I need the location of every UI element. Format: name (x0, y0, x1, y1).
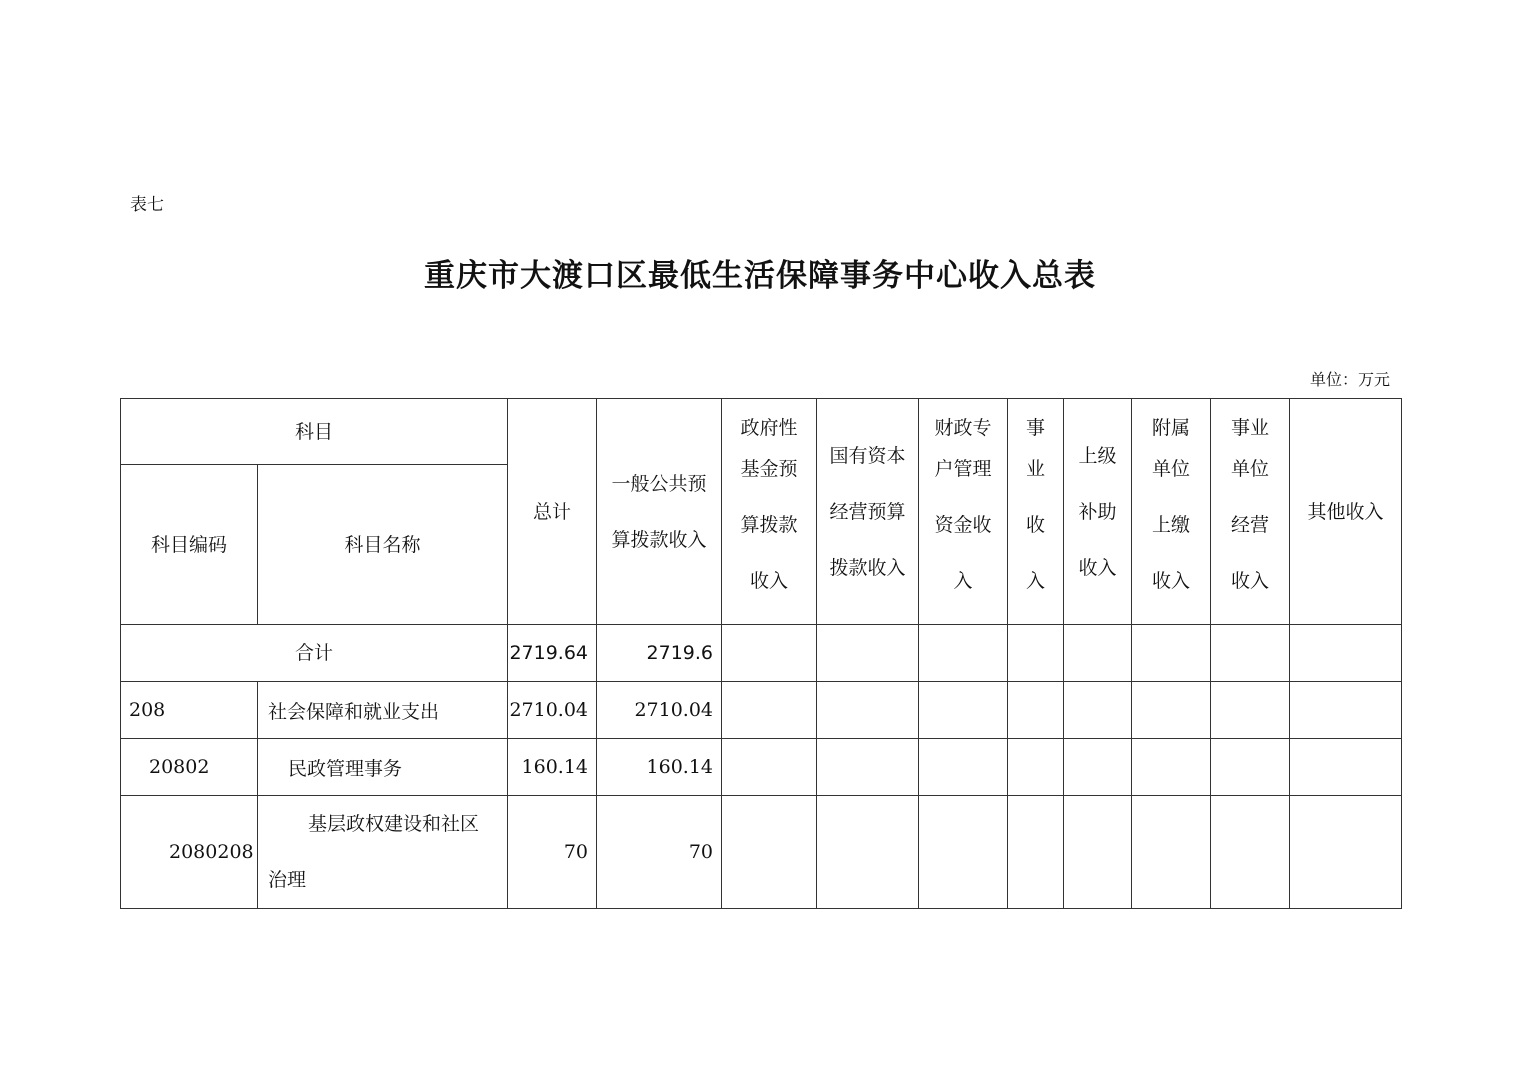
empty-cell (919, 739, 1008, 796)
subject-code: 2080208 (121, 796, 258, 909)
header-line: 资金收 (934, 514, 992, 536)
empty-cell (817, 625, 919, 682)
empty-cell (1064, 625, 1132, 682)
header-line: 收 (1026, 514, 1046, 536)
header-fiscal-special (919, 399, 1008, 625)
header-line: 附属 (1152, 417, 1191, 439)
header-line: 单位 (1152, 458, 1191, 480)
header-line: 国有资本 (829, 444, 906, 467)
total-amount: 70 (508, 796, 597, 909)
header-line: 收入 (1152, 570, 1191, 592)
header-business-operating (1211, 399, 1290, 625)
unit-label: 单位：万元 (1309, 370, 1390, 389)
header-line: 上缴 (1152, 514, 1191, 536)
empty-cell (1211, 625, 1290, 682)
empty-cell (1211, 682, 1290, 739)
header-general-budget-line: 一般公共预 (611, 472, 707, 495)
header-line: 经营预算 (829, 500, 906, 523)
empty-cell (1290, 739, 1402, 796)
empty-cell (1132, 796, 1211, 909)
empty-cell (1008, 796, 1064, 909)
header-line: 上级 (1078, 444, 1117, 467)
empty-cell (1290, 796, 1402, 909)
total-amount: 2719.64 (508, 625, 597, 682)
empty-cell (919, 796, 1008, 909)
empty-cell (722, 739, 817, 796)
header-line: 收入 (750, 570, 789, 592)
empty-cell (1008, 625, 1064, 682)
header-other-income: 其他收入 (1290, 399, 1402, 625)
table-number-label: 表七 (130, 195, 164, 215)
header-line: 基金预 (740, 458, 798, 480)
header-line: 财政专 (934, 417, 992, 439)
subject-name-line: 基层政权建设和社区 (308, 813, 480, 835)
empty-cell (1064, 682, 1132, 739)
subject-name-line: 治理 (268, 869, 307, 891)
empty-cell (817, 739, 919, 796)
total-amount: 2710.04 (508, 682, 597, 739)
header-line: 事业 (1231, 417, 1270, 439)
total-amount: 160.14 (508, 739, 597, 796)
empty-cell (1064, 739, 1132, 796)
empty-cell (817, 796, 919, 909)
empty-cell (1290, 682, 1402, 739)
table-row (121, 739, 1402, 796)
subject-name (258, 796, 508, 909)
empty-cell (1132, 739, 1211, 796)
empty-cell (1290, 625, 1402, 682)
header-line: 入 (953, 570, 973, 592)
subject-name: 民政管理事务 (258, 739, 508, 796)
empty-cell (1064, 796, 1132, 909)
header-upper-subsidy (1064, 399, 1132, 625)
header-line: 收入 (1231, 570, 1270, 592)
header-line: 事 (1026, 417, 1046, 439)
header-gov-fund (722, 399, 817, 625)
header-state-capital (817, 399, 919, 625)
header-line: 户管理 (934, 458, 992, 480)
subject-code: 20802 (121, 739, 258, 796)
header-subject-name: 科目名称 (258, 465, 508, 625)
total-label: 合计 (121, 625, 508, 682)
general-budget-amount: 2719.6 (597, 625, 722, 682)
document-title: 重庆市大渡口区最低生活保障事务中心收入总表 (424, 258, 1096, 294)
header-line: 经营 (1231, 514, 1270, 536)
table-row (121, 796, 1402, 909)
empty-cell (817, 682, 919, 739)
income-summary-table (120, 398, 1402, 909)
header-line: 单位 (1231, 458, 1270, 480)
header-line: 收入 (1078, 556, 1117, 579)
header-business-income (1008, 399, 1064, 625)
header-general-budget-line: 算拨款收入 (611, 528, 707, 551)
empty-cell (1132, 625, 1211, 682)
header-affiliated (1132, 399, 1211, 625)
header-line: 算拨款 (740, 514, 798, 536)
empty-cell (919, 625, 1008, 682)
header-general-budget (597, 399, 722, 625)
subject-name: 社会保障和就业支出 (258, 682, 508, 739)
general-budget-amount: 2710.04 (597, 682, 722, 739)
header-line: 政府性 (740, 417, 798, 439)
header-line: 入 (1026, 570, 1046, 592)
empty-cell (1132, 682, 1211, 739)
empty-cell (722, 682, 817, 739)
header-total: 总计 (508, 399, 597, 625)
general-budget-amount: 70 (597, 796, 722, 909)
empty-cell (1211, 796, 1290, 909)
table-row-total (121, 625, 1402, 682)
empty-cell (919, 682, 1008, 739)
header-line: 拨款收入 (829, 556, 906, 579)
header-subject-code: 科目编码 (121, 465, 258, 625)
empty-cell (1008, 682, 1064, 739)
empty-cell (1008, 739, 1064, 796)
subject-code: 208 (121, 682, 258, 739)
empty-cell (1211, 739, 1290, 796)
empty-cell (722, 625, 817, 682)
header-line: 补助 (1078, 500, 1117, 523)
header-subject: 科目 (121, 399, 508, 465)
empty-cell (722, 796, 817, 909)
header-line: 业 (1026, 458, 1046, 480)
general-budget-amount: 160.14 (597, 739, 722, 796)
table-row (121, 682, 1402, 739)
